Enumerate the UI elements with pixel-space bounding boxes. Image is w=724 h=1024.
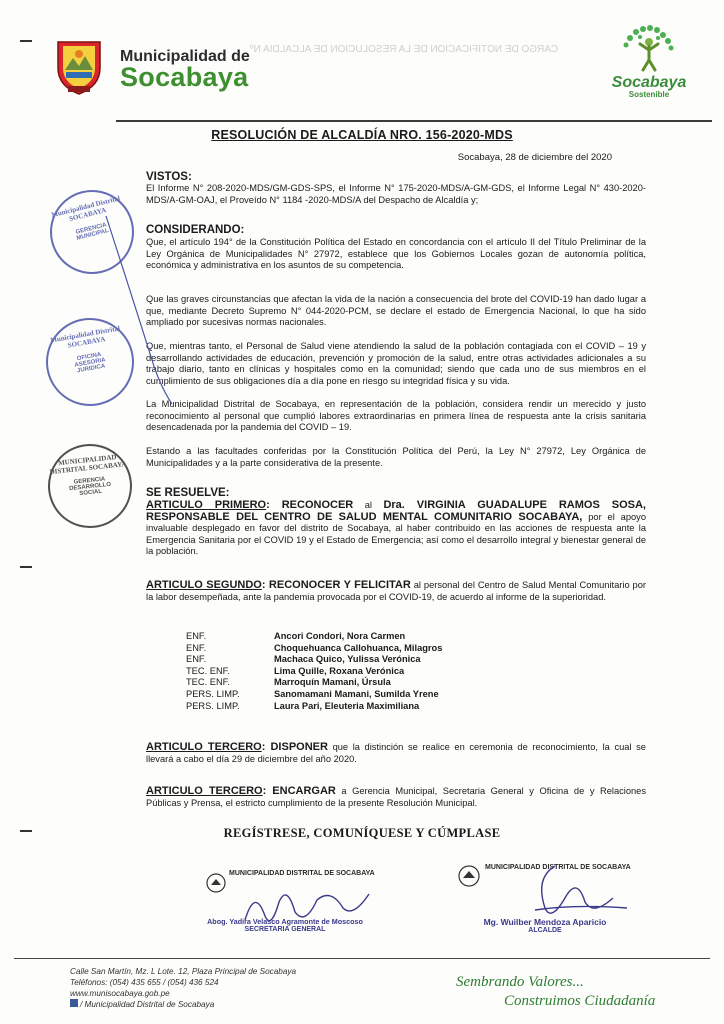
considerando-heading: CONSIDERANDO:: [146, 224, 245, 236]
footer-rule: [14, 958, 710, 959]
staff-row: [186, 677, 442, 689]
staff-role: TEC. ENF.: [186, 665, 230, 676]
staff-name: Sanomamani Mamani, Sumilda Yrene: [274, 688, 439, 699]
article-label: ARTICULO PRIMERO: [146, 499, 267, 511]
resuelve-heading: SE RESUELVE:: [146, 487, 230, 499]
vistos-heading: VISTOS:: [146, 171, 192, 183]
article-label: ARTICULO SEGUNDO: [146, 579, 262, 591]
footer-contact: [70, 966, 296, 1010]
article-text: por el apoyo invaluable desplegado en favor del distrito de Socabaya, al haber contribuido en las acciones de respuesta ante la Emergencia Sanitaria por el COVID 19 y el Estado de Emergencia; así como el desarrollo integral y bienestar general de la población.: [146, 511, 646, 557]
signatory-name: Mg. Wuilber Mendoza Aparicio: [483, 917, 607, 927]
article-text: al personal del Centro de Salud Mental Comunitario por la labor desempeñada, ante la pandemia provocada por el COVID-19, de acuerdo al informe de la superioridad.: [146, 580, 646, 602]
staff-name: Machaca Quico, Yulissa Verónica: [274, 654, 421, 665]
vistos-text: El Informe N° 208-2020-MDS/GM-GDS-SPS, el Informe N° 175-2020-MDS/A-GM-GDS, el Informe Legal N° 430-2020-MDS/A-GM-OAJ, el Proveído N° 1184 -2020-MDS/A del Despacho de Alcaldía y;: [146, 183, 646, 205]
article-text: que la distinción se realice en ceremonia de reconocimiento, la cual se llevará a cabo el día 29 de diciembre del año 2020.: [146, 742, 646, 764]
staff-name: Ancori Condori, Nora Carmen: [274, 631, 406, 641]
seal-ring-text: MUNICIPALIDAD DISTRITAL SOCABAYA: [49, 453, 127, 477]
article-verb: : RECONOCER Y FELICITAR: [261, 579, 411, 591]
article-text: a Gerencia Municipal, Secretaria General y Oficina de y Relaciones Públicas y Prensa, el estricto cumplimiento de la presente Resolución Municipal.: [146, 786, 646, 808]
seal-core-text: GERENCIA DESARROLLO SOCIAL: [68, 476, 112, 498]
article-label: ARTICULO TERCERO: [146, 741, 262, 753]
header-rule: [116, 120, 712, 122]
municipality-name-prefix: Municipalidad de: [120, 48, 250, 65]
footer-social-label: / Municipalidad Distrital de Socabaya: [80, 1000, 215, 1009]
signature-block-secretaria: [205, 870, 375, 933]
article-tercero: [146, 742, 646, 765]
considerando-paragraph: Que, mientras tanto, el Personal de Salud viene atendiendo la salud de la población contagiada con el COVID – 19 y desarrollando actividades de educación, prevención y promoción de la salud, entre otras actividades adicionales a su trabajo diario, tanto en clínicas y hospitales como en la comunidad; siendo que cada uno de sus miembros en el cumplimiento de sus obligaciones día a día pone en riesgo su integridad física y su vida.: [146, 341, 646, 386]
considerando-paragraph: La Municipalidad Distrital de Socabaya, en representación de la población, considera rendir un merecido y justo reconocimiento al personal que cumplió labores extraordinarias en primera línea de respuesta ante la crisis sanitaria desencadenada por la pandemia del COVID – 19.: [146, 399, 646, 433]
seal-ring-text: Municipalidad Distrital SOCABAYA: [49, 324, 121, 350]
margin-mark: [20, 566, 32, 568]
article-recipient: Dra. VIRGINIA GUADALUPE RAMOS SOSA, RESPONSABLE DEL CENTRO DE SALUD MENTAL COMUNITARIO SOCABAYA,: [146, 499, 646, 523]
facebook-icon: [70, 999, 78, 1007]
staff-role: ENF.: [186, 631, 207, 641]
article-cuarto: [146, 786, 646, 809]
footer-address: Calle San Martín, Mz. L Lote. 12, Plaza Principal de Socabaya: [70, 967, 297, 976]
bleed-through-text: CARGO DE NOTIFICACION DE LA RESOLUCION DE ALCALDIA Nº: [250, 44, 559, 55]
slogan-line-2: Construimos Ciudadanía: [504, 993, 656, 1009]
considerando-paragraph: Estando a las facultades conferidas por la Constitución Política del Perú, la Ley N° 27972, Ley Orgánica de Municipalidades y a la parte considerativa de la presente.: [146, 446, 646, 468]
footer-website[interactable]: www.munisocabaya.gob.pe: [70, 989, 170, 998]
staff-role: PERS. LIMP.: [186, 688, 240, 699]
signatory-role: SECRETARIA GENERAL: [244, 926, 326, 933]
signature-stamp-text: MUNICIPALIDAD DISTRITAL DE SOCABAYA: [229, 870, 375, 877]
handwritten-signature: [495, 858, 635, 928]
staff-name: Lima Quille, Roxana Verónica: [274, 665, 405, 676]
staff-role: PERS. LIMP.: [186, 700, 240, 711]
seal-core-text: GERENCIA MUNICIPAL: [75, 222, 110, 242]
article-segundo: [146, 580, 646, 603]
staff-role: ENF.: [186, 642, 207, 653]
staff-row: [186, 701, 442, 713]
seal-ring-text: Municipalidad Distrital SOCABAYA: [50, 194, 121, 224]
signature-block-alcalde: [455, 864, 635, 934]
article-verb: : DISPONER: [261, 741, 328, 753]
signature-stamp-text: MUNICIPALIDAD DISTRITAL DE SOCABAYA: [485, 864, 631, 871]
considerando-paragraph: Que las graves circunstancias que afectan la vida de la nación a consecuencia del brote del COVID-19 han dado lugar a que, mediante Decreto Supremo N° 044-2020-PCM, se declare el estado de Emergencia Nacional, lo que ha sido ampliado por sucesivas normas nacionales.: [146, 294, 646, 328]
staff-row: [186, 631, 442, 643]
staff-row: [186, 643, 442, 655]
seal-desarrollo-social: [44, 440, 136, 532]
staff-row: [186, 689, 442, 701]
margin-mark: [20, 40, 32, 42]
staff-row: [186, 666, 442, 678]
staff-name: Choquehuanca Callohuanca, Milagros: [274, 642, 443, 653]
signature-stroke: [100, 210, 180, 410]
resolution-title: RESOLUCIÓN DE ALCALDÍA NRO. 156-2020-MDS: [211, 128, 513, 142]
brand-wordmark: [596, 74, 702, 99]
slogan-line-1: Sembrando Valores...: [456, 974, 584, 990]
municipality-city-name: Socabaya: [120, 62, 249, 92]
article-primero: [146, 500, 646, 558]
signatory-role: ALCALDE: [528, 927, 562, 934]
staff-list: [186, 631, 442, 712]
article-verb: : RECONOCER: [266, 499, 354, 511]
article-verb: : ENCARGAR: [262, 785, 336, 797]
staff-name: Marroquín Mamani, Úrsula: [274, 677, 391, 688]
socabaya-sostenible-logo: [600, 24, 700, 114]
staff-role: TEC. ENF.: [186, 677, 230, 688]
article-label: ARTICULO TERCERO: [146, 785, 263, 797]
staff-role: ENF.: [186, 654, 207, 665]
signatory-name: Abog. Yadira Velasco Agramonte de Moscoso: [207, 917, 363, 926]
footer-social: [70, 999, 296, 1010]
brand-subtitle: Sostenible: [628, 90, 670, 99]
handwritten-signature: [235, 882, 375, 932]
resolution-date: Socabaya, 28 de diciembre del 2020: [457, 152, 612, 163]
considerando-paragraph: Que, el artículo 194° de la Constitución Política del Estado en concordancia con el artículo II del Título Preliminar de la Ley Orgánica de Municipalidades N° 27972, establece que los Gobiernos Locales gozan de autonomía política, económica y administrativa en los asuntos de su competencia.: [146, 237, 646, 271]
municipal-crest-logo: [48, 34, 110, 96]
seal-core-text: OFICINA ASESORIA JURIDICA: [74, 351, 107, 375]
footer-phones: Teléfonos: (054) 435 655 / (054) 436 524: [70, 978, 219, 987]
municipal-crest-icon: [457, 864, 481, 888]
closing-formula: REGÍSTRESE, COMUNÍQUESE Y CÚMPLASE: [223, 826, 501, 840]
article-conj: al: [353, 500, 384, 510]
staff-row: [186, 654, 442, 666]
staff-name: Laura Pari, Eleuteria Maximiliana: [274, 700, 420, 711]
municipal-crest-icon: [205, 872, 227, 894]
brand-name: Socabaya: [611, 74, 687, 91]
